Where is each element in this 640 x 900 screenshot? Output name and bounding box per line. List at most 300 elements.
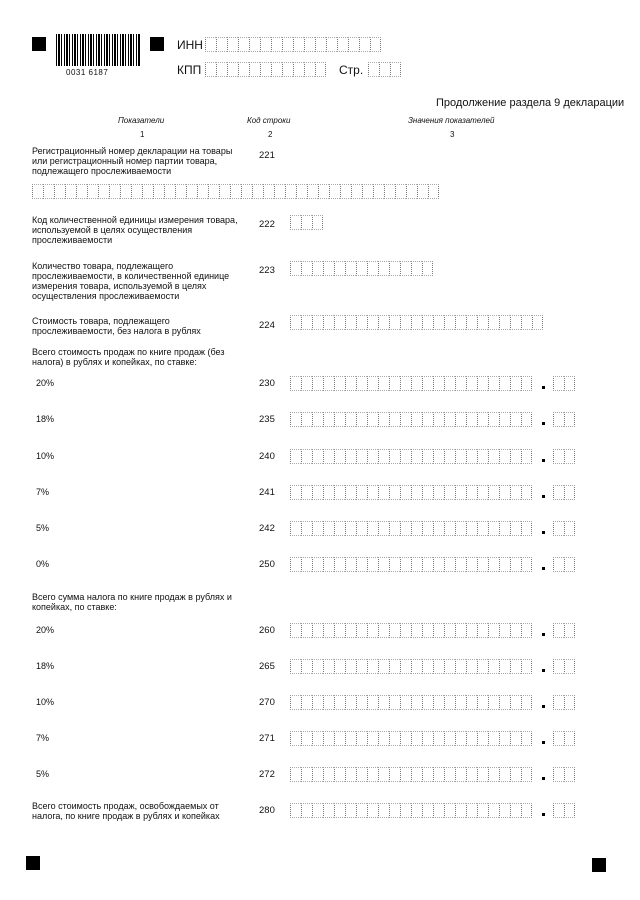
character-cell[interactable]: [466, 485, 477, 500]
character-cell[interactable]: [271, 37, 282, 52]
character-cell[interactable]: [323, 557, 334, 572]
character-cell[interactable]: [337, 37, 348, 52]
character-cell[interactable]: [499, 767, 510, 782]
character-cell[interactable]: [367, 315, 378, 330]
character-cell[interactable]: [411, 261, 422, 276]
character-cell[interactable]: [488, 449, 499, 464]
character-cell[interactable]: [312, 376, 323, 391]
character-cell[interactable]: [290, 557, 301, 572]
character-cell[interactable]: [378, 623, 389, 638]
character-cell[interactable]: [499, 376, 510, 391]
character-cell[interactable]: [553, 557, 564, 572]
character-cell[interactable]: [312, 767, 323, 782]
character-cell[interactable]: [323, 623, 334, 638]
character-cell[interactable]: [411, 521, 422, 536]
character-cell[interactable]: [359, 37, 370, 52]
character-cell[interactable]: [367, 261, 378, 276]
character-cell[interactable]: [323, 803, 334, 818]
character-cell[interactable]: [455, 412, 466, 427]
character-cell[interactable]: [444, 315, 455, 330]
character-cell[interactable]: [219, 184, 230, 199]
character-cell[interactable]: [488, 659, 499, 674]
character-cell[interactable]: [293, 62, 304, 77]
character-cell[interactable]: [334, 521, 345, 536]
character-cell[interactable]: [290, 731, 301, 746]
character-cell[interactable]: [334, 731, 345, 746]
character-cell[interactable]: [477, 376, 488, 391]
character-cell[interactable]: [400, 315, 411, 330]
tax-rate-10-kopecks-field[interactable]: [553, 695, 575, 710]
character-cell[interactable]: [345, 485, 356, 500]
character-cell[interactable]: [411, 449, 422, 464]
tax-rate-5-kopecks-field[interactable]: [553, 767, 575, 782]
character-cell[interactable]: [241, 184, 252, 199]
tax-rate-18-kopecks-field[interactable]: [553, 659, 575, 674]
character-cell[interactable]: [477, 485, 488, 500]
character-cell[interactable]: [422, 731, 433, 746]
character-cell[interactable]: [477, 449, 488, 464]
character-cell[interactable]: [389, 557, 400, 572]
character-cell[interactable]: [477, 695, 488, 710]
character-cell[interactable]: [326, 37, 337, 52]
character-cell[interactable]: [510, 315, 521, 330]
character-cell[interactable]: [389, 659, 400, 674]
character-cell[interactable]: [323, 485, 334, 500]
character-cell[interactable]: [411, 412, 422, 427]
character-cell[interactable]: [564, 521, 575, 536]
character-cell[interactable]: [216, 37, 227, 52]
character-cell[interactable]: [334, 449, 345, 464]
character-cell[interactable]: [553, 412, 564, 427]
character-cell[interactable]: [367, 412, 378, 427]
character-cell[interactable]: [345, 315, 356, 330]
character-cell[interactable]: [499, 521, 510, 536]
character-cell[interactable]: [455, 485, 466, 500]
sales-rate-20-rubles-field[interactable]: [290, 376, 532, 391]
exempt-sales-rubles-field[interactable]: [290, 803, 532, 818]
character-cell[interactable]: [564, 767, 575, 782]
character-cell[interactable]: [356, 659, 367, 674]
character-cell[interactable]: [356, 412, 367, 427]
character-cell[interactable]: [499, 695, 510, 710]
character-cell[interactable]: [301, 623, 312, 638]
character-cell[interactable]: [455, 731, 466, 746]
row-224-field[interactable]: [290, 315, 543, 330]
character-cell[interactable]: [345, 731, 356, 746]
tax-rate-7-kopecks-field[interactable]: [553, 731, 575, 746]
character-cell[interactable]: [411, 731, 422, 746]
character-cell[interactable]: [411, 695, 422, 710]
character-cell[interactable]: [378, 695, 389, 710]
character-cell[interactable]: [260, 62, 271, 77]
character-cell[interactable]: [351, 184, 362, 199]
character-cell[interactable]: [433, 449, 444, 464]
character-cell[interactable]: [54, 184, 65, 199]
character-cell[interactable]: [422, 376, 433, 391]
character-cell[interactable]: [301, 412, 312, 427]
character-cell[interactable]: [367, 767, 378, 782]
character-cell[interactable]: [345, 449, 356, 464]
character-cell[interactable]: [164, 184, 175, 199]
character-cell[interactable]: [356, 485, 367, 500]
sales-rate-7-kopecks-field[interactable]: [553, 485, 575, 500]
character-cell[interactable]: [411, 315, 422, 330]
character-cell[interactable]: [553, 803, 564, 818]
tax-rate-10-rubles-field[interactable]: [290, 695, 532, 710]
character-cell[interactable]: [367, 803, 378, 818]
character-cell[interactable]: [510, 695, 521, 710]
tax-rate-5-rubles-field[interactable]: [290, 767, 532, 782]
character-cell[interactable]: [389, 803, 400, 818]
character-cell[interactable]: [323, 449, 334, 464]
sales-rate-18-rubles-field[interactable]: [290, 412, 532, 427]
character-cell[interactable]: [334, 557, 345, 572]
character-cell[interactable]: [422, 485, 433, 500]
character-cell[interactable]: [521, 376, 532, 391]
character-cell[interactable]: [304, 62, 315, 77]
character-cell[interactable]: [521, 767, 532, 782]
character-cell[interactable]: [334, 412, 345, 427]
character-cell[interactable]: [389, 412, 400, 427]
character-cell[interactable]: [466, 557, 477, 572]
character-cell[interactable]: [260, 37, 271, 52]
character-cell[interactable]: [400, 261, 411, 276]
character-cell[interactable]: [367, 557, 378, 572]
character-cell[interactable]: [315, 62, 326, 77]
character-cell[interactable]: [389, 449, 400, 464]
character-cell[interactable]: [422, 695, 433, 710]
character-cell[interactable]: [564, 695, 575, 710]
character-cell[interactable]: [521, 623, 532, 638]
character-cell[interactable]: [323, 695, 334, 710]
character-cell[interactable]: [378, 803, 389, 818]
character-cell[interactable]: [477, 803, 488, 818]
character-cell[interactable]: [433, 767, 444, 782]
character-cell[interactable]: [367, 695, 378, 710]
character-cell[interactable]: [356, 449, 367, 464]
character-cell[interactable]: [455, 557, 466, 572]
character-cell[interactable]: [400, 449, 411, 464]
character-cell[interactable]: [444, 731, 455, 746]
character-cell[interactable]: [411, 659, 422, 674]
character-cell[interactable]: [444, 485, 455, 500]
character-cell[interactable]: [444, 557, 455, 572]
character-cell[interactable]: [205, 37, 216, 52]
character-cell[interactable]: [290, 376, 301, 391]
kpp-field[interactable]: [205, 62, 326, 77]
character-cell[interactable]: [120, 184, 131, 199]
character-cell[interactable]: [378, 659, 389, 674]
character-cell[interactable]: [312, 485, 323, 500]
character-cell[interactable]: [290, 315, 301, 330]
character-cell[interactable]: [378, 376, 389, 391]
character-cell[interactable]: [301, 731, 312, 746]
character-cell[interactable]: [301, 376, 312, 391]
character-cell[interactable]: [400, 485, 411, 500]
character-cell[interactable]: [312, 659, 323, 674]
sales-rate-5-rubles-field[interactable]: [290, 521, 532, 536]
character-cell[interactable]: [389, 623, 400, 638]
tax-rate-7-rubles-field[interactable]: [290, 731, 532, 746]
character-cell[interactable]: [334, 767, 345, 782]
character-cell[interactable]: [455, 623, 466, 638]
character-cell[interactable]: [378, 412, 389, 427]
character-cell[interactable]: [290, 623, 301, 638]
character-cell[interactable]: [356, 521, 367, 536]
character-cell[interactable]: [323, 659, 334, 674]
character-cell[interactable]: [356, 557, 367, 572]
character-cell[interactable]: [400, 803, 411, 818]
character-cell[interactable]: [466, 803, 477, 818]
sales-rate-20-kopecks-field[interactable]: [553, 376, 575, 391]
character-cell[interactable]: [564, 376, 575, 391]
character-cell[interactable]: [329, 184, 340, 199]
character-cell[interactable]: [400, 521, 411, 536]
character-cell[interactable]: [444, 521, 455, 536]
character-cell[interactable]: [304, 37, 315, 52]
character-cell[interactable]: [553, 731, 564, 746]
character-cell[interactable]: [334, 376, 345, 391]
character-cell[interactable]: [455, 659, 466, 674]
character-cell[interactable]: [422, 412, 433, 427]
character-cell[interactable]: [521, 449, 532, 464]
character-cell[interactable]: [334, 803, 345, 818]
character-cell[interactable]: [345, 412, 356, 427]
character-cell[interactable]: [323, 261, 334, 276]
character-cell[interactable]: [334, 485, 345, 500]
character-cell[interactable]: [345, 623, 356, 638]
character-cell[interactable]: [521, 803, 532, 818]
character-cell[interactable]: [368, 62, 379, 77]
character-cell[interactable]: [312, 261, 323, 276]
character-cell[interactable]: [230, 184, 241, 199]
character-cell[interactable]: [293, 37, 304, 52]
character-cell[interactable]: [553, 521, 564, 536]
character-cell[interactable]: [131, 184, 142, 199]
character-cell[interactable]: [378, 315, 389, 330]
character-cell[interactable]: [510, 485, 521, 500]
character-cell[interactable]: [417, 184, 428, 199]
character-cell[interactable]: [356, 767, 367, 782]
character-cell[interactable]: [455, 376, 466, 391]
character-cell[interactable]: [378, 767, 389, 782]
character-cell[interactable]: [197, 184, 208, 199]
character-cell[interactable]: [521, 485, 532, 500]
character-cell[interactable]: [488, 623, 499, 638]
character-cell[interactable]: [290, 449, 301, 464]
character-cell[interactable]: [488, 315, 499, 330]
character-cell[interactable]: [400, 623, 411, 638]
character-cell[interactable]: [389, 521, 400, 536]
character-cell[interactable]: [510, 376, 521, 391]
character-cell[interactable]: [422, 803, 433, 818]
character-cell[interactable]: [411, 557, 422, 572]
character-cell[interactable]: [356, 695, 367, 710]
character-cell[interactable]: [384, 184, 395, 199]
character-cell[interactable]: [345, 521, 356, 536]
character-cell[interactable]: [301, 485, 312, 500]
character-cell[interactable]: [411, 803, 422, 818]
character-cell[interactable]: [521, 695, 532, 710]
character-cell[interactable]: [521, 315, 532, 330]
character-cell[interactable]: [433, 376, 444, 391]
character-cell[interactable]: [263, 184, 274, 199]
character-cell[interactable]: [444, 695, 455, 710]
character-cell[interactable]: [466, 376, 477, 391]
character-cell[interactable]: [433, 315, 444, 330]
character-cell[interactable]: [312, 557, 323, 572]
character-cell[interactable]: [296, 184, 307, 199]
character-cell[interactable]: [389, 485, 400, 500]
character-cell[interactable]: [290, 767, 301, 782]
character-cell[interactable]: [510, 557, 521, 572]
character-cell[interactable]: [362, 184, 373, 199]
character-cell[interactable]: [433, 557, 444, 572]
character-cell[interactable]: [553, 376, 564, 391]
character-cell[interactable]: [290, 215, 301, 230]
character-cell[interactable]: [488, 557, 499, 572]
character-cell[interactable]: [422, 521, 433, 536]
character-cell[interactable]: [477, 731, 488, 746]
character-cell[interactable]: [43, 184, 54, 199]
character-cell[interactable]: [455, 767, 466, 782]
exempt-sales-kopecks-field[interactable]: [553, 803, 575, 818]
character-cell[interactable]: [455, 803, 466, 818]
sales-rate-5-kopecks-field[interactable]: [553, 521, 575, 536]
character-cell[interactable]: [356, 623, 367, 638]
character-cell[interactable]: [271, 62, 282, 77]
character-cell[interactable]: [367, 449, 378, 464]
character-cell[interactable]: [466, 315, 477, 330]
character-cell[interactable]: [367, 659, 378, 674]
character-cell[interactable]: [142, 184, 153, 199]
character-cell[interactable]: [345, 659, 356, 674]
sales-rate-0-rubles-field[interactable]: [290, 557, 532, 572]
character-cell[interactable]: [334, 315, 345, 330]
character-cell[interactable]: [345, 803, 356, 818]
character-cell[interactable]: [521, 412, 532, 427]
character-cell[interactable]: [290, 695, 301, 710]
sales-rate-10-kopecks-field[interactable]: [553, 449, 575, 464]
character-cell[interactable]: [477, 659, 488, 674]
character-cell[interactable]: [227, 62, 238, 77]
character-cell[interactable]: [422, 659, 433, 674]
character-cell[interactable]: [400, 731, 411, 746]
character-cell[interactable]: [389, 376, 400, 391]
character-cell[interactable]: [433, 412, 444, 427]
character-cell[interactable]: [290, 485, 301, 500]
character-cell[interactable]: [32, 184, 43, 199]
character-cell[interactable]: [477, 412, 488, 427]
character-cell[interactable]: [315, 37, 326, 52]
character-cell[interactable]: [249, 62, 260, 77]
character-cell[interactable]: [186, 184, 197, 199]
character-cell[interactable]: [312, 412, 323, 427]
character-cell[interactable]: [76, 184, 87, 199]
character-cell[interactable]: [488, 803, 499, 818]
character-cell[interactable]: [367, 521, 378, 536]
character-cell[interactable]: [205, 62, 216, 77]
character-cell[interactable]: [367, 485, 378, 500]
character-cell[interactable]: [378, 449, 389, 464]
character-cell[interactable]: [455, 695, 466, 710]
character-cell[interactable]: [238, 62, 249, 77]
character-cell[interactable]: [290, 659, 301, 674]
character-cell[interactable]: [521, 731, 532, 746]
character-cell[interactable]: [477, 521, 488, 536]
character-cell[interactable]: [477, 623, 488, 638]
character-cell[interactable]: [422, 623, 433, 638]
character-cell[interactable]: [564, 659, 575, 674]
character-cell[interactable]: [553, 695, 564, 710]
character-cell[interactable]: [433, 485, 444, 500]
character-cell[interactable]: [395, 184, 406, 199]
character-cell[interactable]: [488, 521, 499, 536]
sales-rate-7-rubles-field[interactable]: [290, 485, 532, 500]
character-cell[interactable]: [367, 731, 378, 746]
character-cell[interactable]: [411, 767, 422, 782]
character-cell[interactable]: [466, 767, 477, 782]
character-cell[interactable]: [323, 767, 334, 782]
character-cell[interactable]: [301, 315, 312, 330]
character-cell[interactable]: [367, 376, 378, 391]
sales-rate-10-rubles-field[interactable]: [290, 449, 532, 464]
character-cell[interactable]: [290, 261, 301, 276]
character-cell[interactable]: [345, 261, 356, 276]
character-cell[interactable]: [433, 731, 444, 746]
character-cell[interactable]: [499, 659, 510, 674]
character-cell[interactable]: [290, 803, 301, 818]
character-cell[interactable]: [378, 521, 389, 536]
tax-rate-18-rubles-field[interactable]: [290, 659, 532, 674]
character-cell[interactable]: [510, 731, 521, 746]
character-cell[interactable]: [301, 521, 312, 536]
row-223-field[interactable]: [290, 261, 433, 276]
character-cell[interactable]: [422, 315, 433, 330]
character-cell[interactable]: [455, 315, 466, 330]
character-cell[interactable]: [290, 521, 301, 536]
character-cell[interactable]: [227, 37, 238, 52]
character-cell[interactable]: [433, 695, 444, 710]
character-cell[interactable]: [564, 623, 575, 638]
character-cell[interactable]: [301, 557, 312, 572]
character-cell[interactable]: [285, 184, 296, 199]
character-cell[interactable]: [370, 37, 381, 52]
character-cell[interactable]: [334, 261, 345, 276]
character-cell[interactable]: [400, 557, 411, 572]
character-cell[interactable]: [378, 731, 389, 746]
character-cell[interactable]: [466, 695, 477, 710]
character-cell[interactable]: [400, 695, 411, 710]
character-cell[interactable]: [455, 521, 466, 536]
character-cell[interactable]: [433, 659, 444, 674]
character-cell[interactable]: [301, 803, 312, 818]
character-cell[interactable]: [510, 449, 521, 464]
character-cell[interactable]: [249, 37, 260, 52]
character-cell[interactable]: [389, 261, 400, 276]
character-cell[interactable]: [422, 449, 433, 464]
character-cell[interactable]: [444, 767, 455, 782]
character-cell[interactable]: [345, 557, 356, 572]
character-cell[interactable]: [499, 412, 510, 427]
character-cell[interactable]: [499, 557, 510, 572]
character-cell[interactable]: [422, 261, 433, 276]
character-cell[interactable]: [444, 623, 455, 638]
character-cell[interactable]: [411, 623, 422, 638]
character-cell[interactable]: [411, 485, 422, 500]
character-cell[interactable]: [389, 767, 400, 782]
character-cell[interactable]: [334, 623, 345, 638]
